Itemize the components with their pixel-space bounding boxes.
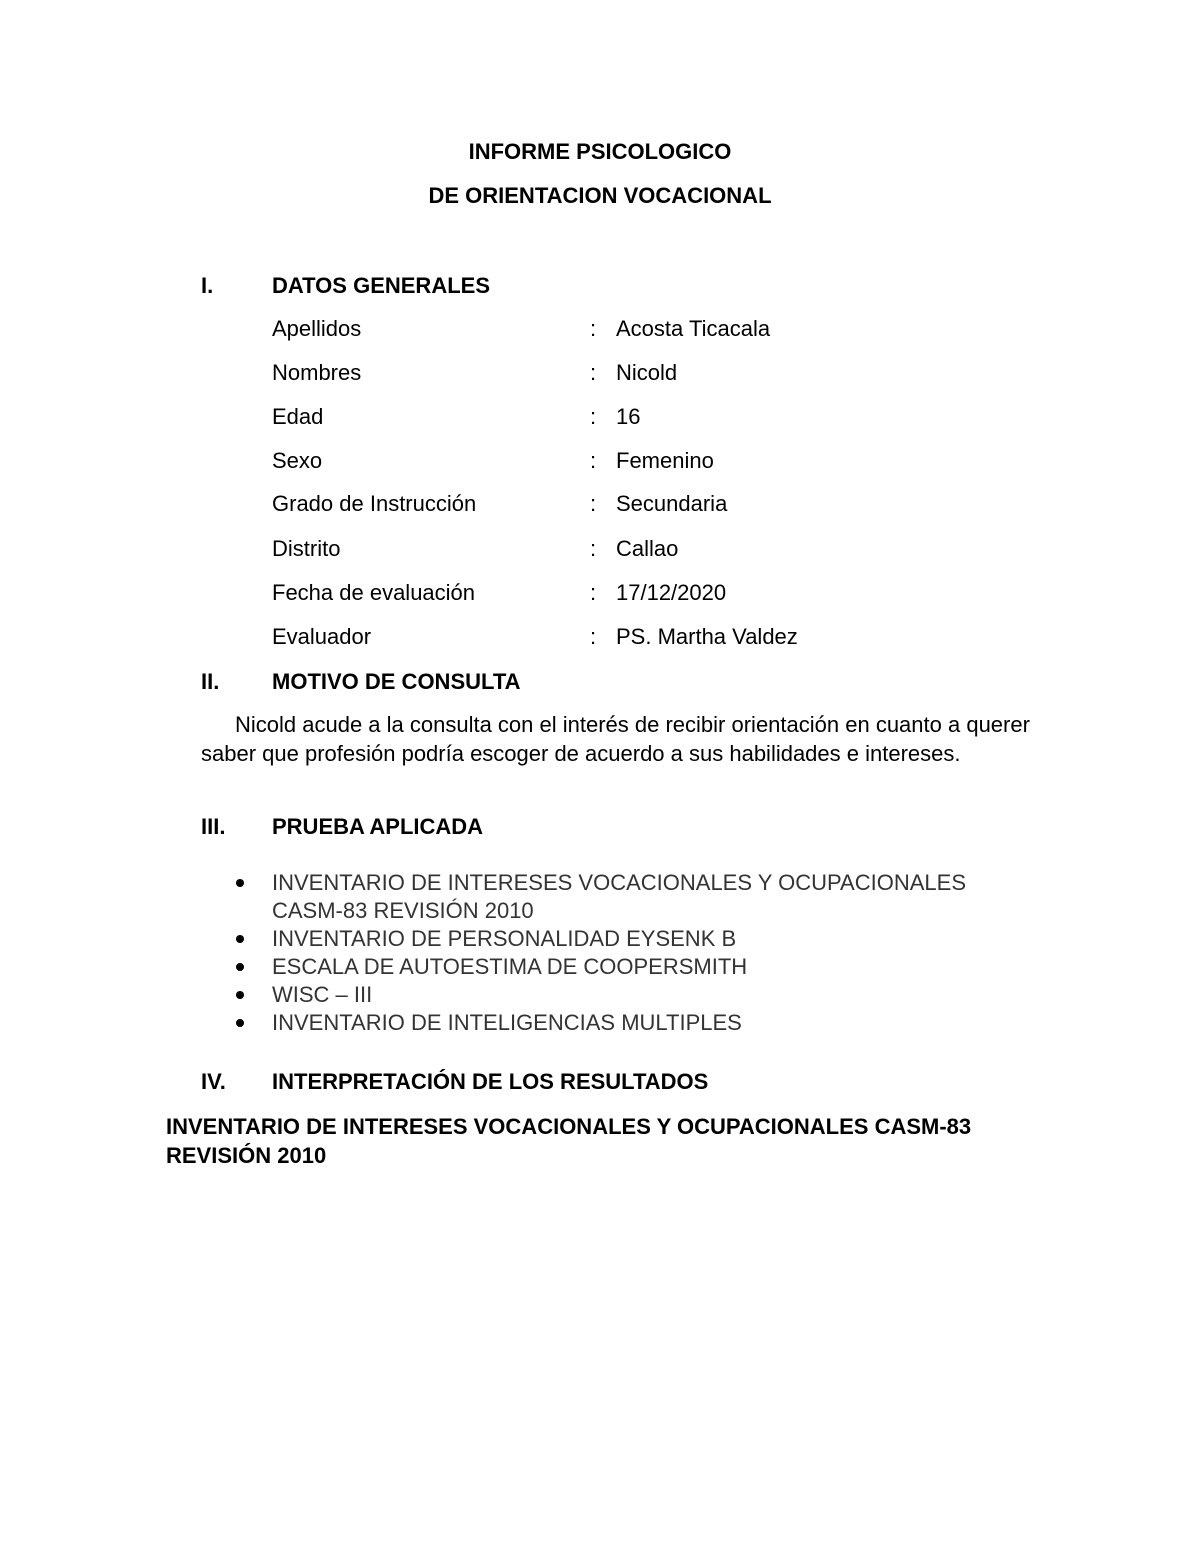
bullet-icon [236, 879, 244, 887]
list-item [232, 925, 1032, 953]
field-value: Secundaria [616, 491, 728, 516]
field-row-fecha-evaluacion [272, 578, 972, 608]
field-label: Fecha de evaluación [272, 580, 476, 605]
field-value: Nicold [616, 360, 678, 385]
list-item-text: INVENTARIO DE INTERESES VOCACIONALES Y OCUPACIONALES CASM-83 REVISIÓN 2010 [272, 870, 966, 923]
field-value: PS. Martha Valdez [616, 624, 798, 649]
field-label: Edad [272, 404, 324, 429]
field-label: Evaluador [272, 624, 372, 649]
field-separator: : [590, 491, 597, 516]
field-value: 17/12/2020 [616, 580, 727, 605]
field-row-sexo [272, 446, 972, 476]
field-row-evaluador [272, 622, 972, 652]
motivo-paragraph: Nicold acude a la consulta con el interés de recibir orientación en cuanto a querer saber que profesión podría escoger de acuerdo a sus habilidades e intereses. [201, 712, 1030, 766]
field-value: Acosta Ticacala [616, 316, 771, 341]
section-number: II. [201, 669, 220, 694]
field-separator: : [590, 448, 597, 473]
list-item [232, 953, 1032, 981]
field-row-grado-instruccion [272, 489, 972, 519]
list-item [232, 1009, 1032, 1037]
field-row-nombres [272, 358, 972, 388]
section-title: DATOS GENERALES [272, 273, 490, 298]
field-separator: : [590, 536, 597, 561]
list-item-text: INVENTARIO DE PERSONALIDAD EYSENK B [272, 926, 737, 951]
field-label: Apellidos [272, 316, 362, 341]
list-item [232, 869, 1032, 925]
field-separator: : [590, 580, 597, 605]
field-label: Distrito [272, 536, 341, 561]
document-subtitle: DE ORIENTACION VOCACIONAL [428, 183, 772, 208]
bullet-icon [236, 935, 244, 943]
section-title: MOTIVO DE CONSULTA [272, 669, 521, 694]
field-row-edad [272, 402, 972, 432]
document-title: INFORME PSICOLOGICO [468, 139, 732, 164]
field-value: Callao [616, 536, 679, 561]
bullet-icon [236, 1019, 244, 1027]
section-title: INTERPRETACIÓN DE LOS RESULTADOS [272, 1069, 709, 1094]
field-label: Grado de Instrucción [272, 491, 477, 516]
pruebas-list [232, 869, 1032, 1037]
bullet-icon [236, 963, 244, 971]
list-item-text: ESCALA DE AUTOESTIMA DE COOPERSMITH [272, 954, 748, 979]
section-number: I. [201, 273, 214, 298]
field-value: Femenino [616, 448, 714, 473]
section-number: III. [201, 814, 226, 839]
results-subheading: INVENTARIO DE INTERESES VOCACIONALES Y OCUPACIONALES CASM-83 REVISIÓN 2010 [166, 1114, 972, 1168]
field-separator: : [590, 360, 597, 385]
bullet-icon [236, 991, 244, 999]
field-value: 16 [616, 404, 641, 429]
field-row-apellidos [272, 314, 972, 344]
section-title: PRUEBA APLICADA [272, 814, 484, 839]
field-row-distrito [272, 534, 972, 564]
field-separator: : [590, 404, 597, 429]
field-separator: : [590, 316, 597, 341]
list-item [232, 981, 1032, 1009]
section-number: IV. [201, 1069, 226, 1094]
field-label: Nombres [272, 360, 362, 385]
field-label: Sexo [272, 448, 323, 473]
list-item-text: INVENTARIO DE INTELIGENCIAS MULTIPLES [272, 1010, 742, 1035]
field-separator: : [590, 624, 597, 649]
list-item-text: WISC – III [272, 982, 373, 1007]
